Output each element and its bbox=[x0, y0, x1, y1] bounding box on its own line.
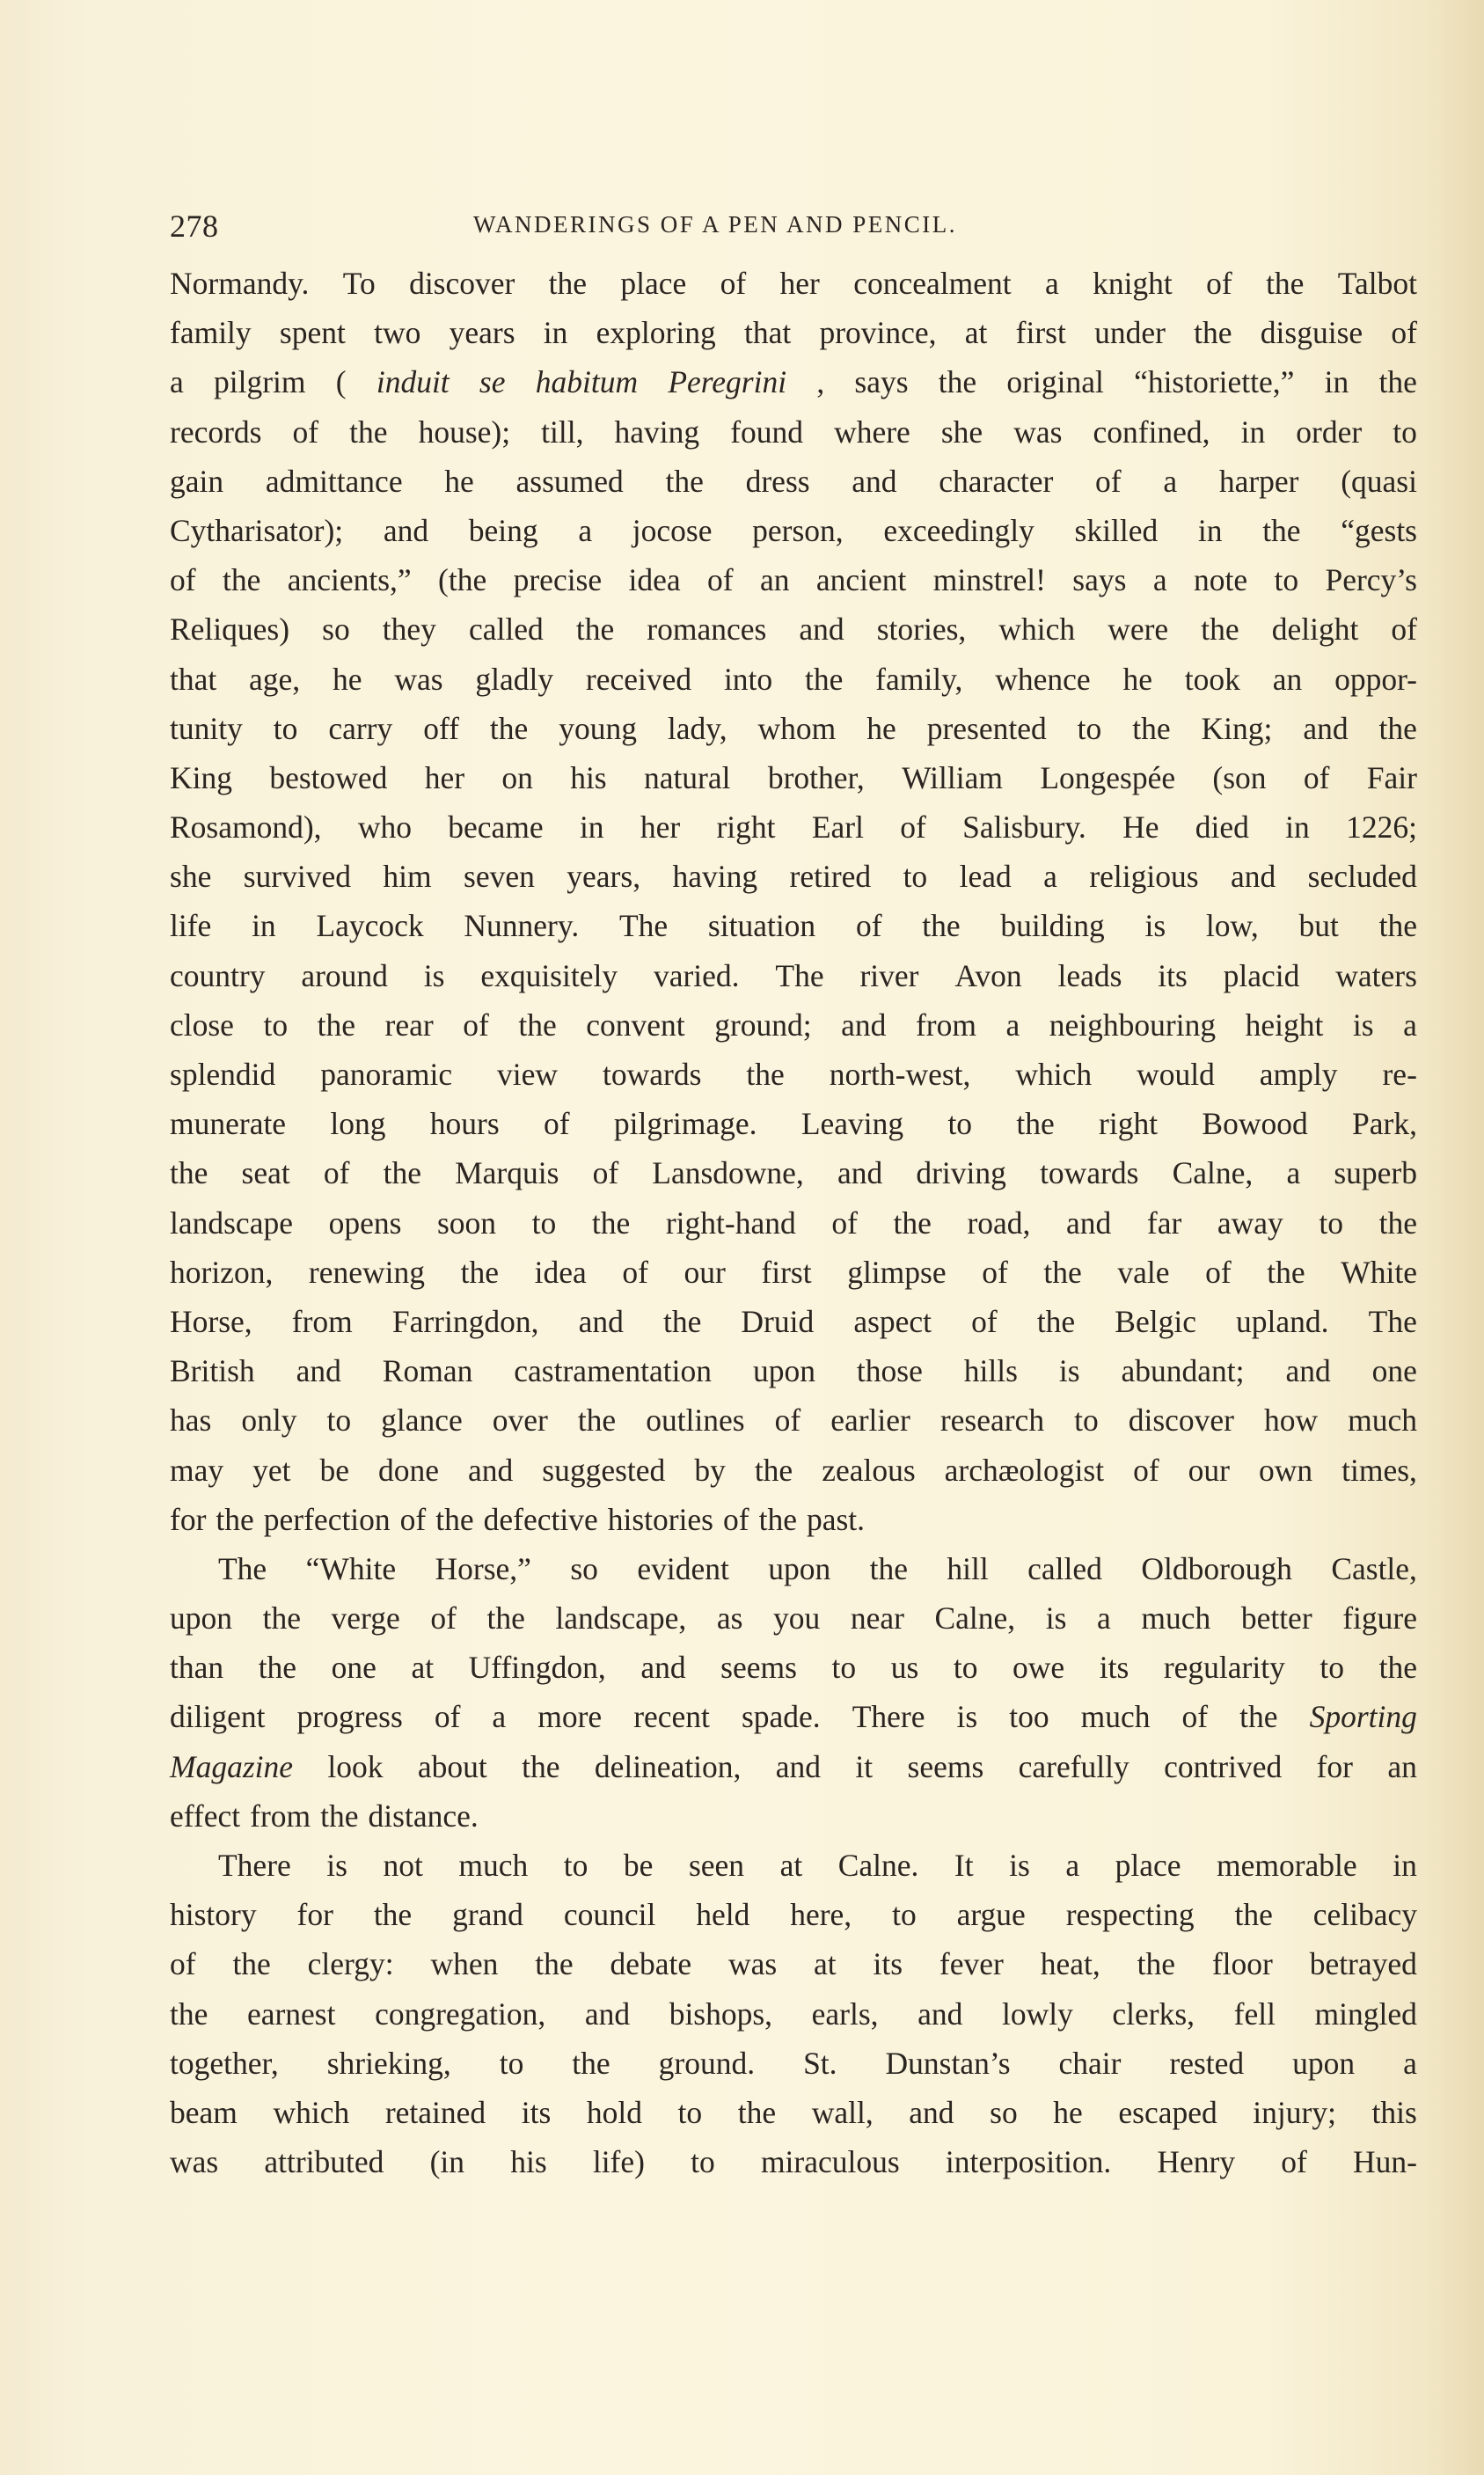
text-line: records of the house); till, having found where she was confined, in order to bbox=[170, 414, 1417, 450]
text-line: horizon, renewing the idea of our first glimpse of the vale of the White bbox=[170, 1254, 1417, 1290]
page-number: 278 bbox=[170, 209, 219, 244]
text-line: has only to glance over the outlines of earlier research to discover how much bbox=[170, 1402, 1417, 1439]
text-line: Magazine look about the delineation, and it seems carefully contrived for an bbox=[170, 1748, 1417, 1784]
paragraph bbox=[170, 1544, 1417, 1841]
text-line: for the perfection of the defective histories of the past. bbox=[170, 1501, 866, 1537]
text-line: upon the verge of the landscape, as you near Calne, is a much better figure bbox=[170, 1600, 1417, 1637]
text-line: country around is exquisitely varied. The river Avon leads its placid waters bbox=[170, 957, 1417, 993]
running-title: WANDERINGS OF A PEN AND PENCIL. bbox=[473, 211, 958, 238]
text-line: family spent two years in exploring that province, at first under the disguise of bbox=[170, 315, 1417, 351]
text-line: Reliques) so they called the romances and stories, which were the delight of bbox=[170, 611, 1417, 648]
text-line: Rosamond), who became in her right Earl of Salisbury. He died in 1226; bbox=[170, 809, 1417, 846]
text-line: Normandy. To discover the place of her concealment a knight of the Talbot bbox=[170, 266, 1417, 301]
text-line: British and Roman castramentation upon those hills is abundant; and one bbox=[170, 1353, 1417, 1389]
text-line: effect from the distance. bbox=[170, 1798, 479, 1834]
text-line: she survived him seven years, having retired to lead a religious and secluded bbox=[170, 859, 1417, 895]
text-line: King bestowed her on his natural brother, William Longespée (son of Fair bbox=[170, 759, 1417, 795]
text-line: of the ancients,” (the precise idea of an ancient minstrel! says a note to Percy’s bbox=[170, 562, 1417, 598]
paragraph bbox=[170, 259, 1417, 1544]
body-text bbox=[170, 259, 1417, 2186]
text-line: The “White Horse,” so evident upon the hill called Oldborough Castle, bbox=[218, 1550, 1417, 1586]
text-line: was attributed (in his life) to miraculous interposition. Henry of Hun- bbox=[170, 2144, 1417, 2180]
text-line: of the clergy: when the debate was at its fever heat, the floor betrayed bbox=[170, 1946, 1417, 1982]
text-line: Horse, from Farringdon, and the Druid aspect of the Belgic upland. The bbox=[170, 1303, 1417, 1339]
paragraph bbox=[170, 1841, 1417, 2186]
text-line: There is not much to be seen at Calne. It is a place memorable in bbox=[218, 1848, 1417, 1883]
text-line: Cytharisator); and being a jocose person, exceedingly skilled in the “gests bbox=[170, 512, 1417, 548]
text-line: that age, he was gladly received into the family, whence he took an oppor- bbox=[170, 661, 1417, 697]
text-line: the seat of the Marquis of Lansdowne, and driving towards Calne, a superb bbox=[170, 1155, 1417, 1191]
text-line: than the one at Uffingdon, and seems to us to owe its regularity to the bbox=[170, 1650, 1417, 1686]
text-line: munerate long hours of pilgrimage. Leaving to the right Bowood Park, bbox=[170, 1106, 1417, 1142]
text-line: landscape opens soon to the right-hand of the road, and far away to the bbox=[170, 1205, 1417, 1241]
text-line: tunity to carry off the young lady, whom he presented to the King; and the bbox=[170, 710, 1417, 746]
text-line: history for the grand council held here, to argue respecting the celibacy bbox=[170, 1897, 1417, 1933]
text-line: life in Laycock Nunnery. The situation of the building is low, but the bbox=[170, 908, 1417, 944]
running-head bbox=[170, 208, 1417, 243]
text-line: may yet be done and suggested by the zealous archæologist of our own times, bbox=[170, 1452, 1417, 1488]
text-line: beam which retained its hold to the wall, and so he escaped injury; this bbox=[170, 2094, 1417, 2130]
text-line: the earnest congregation, and bishops, earls, and lowly clerks, fell mingled bbox=[170, 1995, 1417, 2032]
text-line: together, shrieking, to the ground. St. Dunstan’s chair rested upon a bbox=[170, 2045, 1417, 2081]
text-line: a pilgrim ( induit se habitum Peregrini , says the original “historiette,” in the bbox=[170, 364, 1417, 400]
text-line: splendid panoramic view towards the north-west, which would amply re- bbox=[170, 1057, 1417, 1092]
text-line: gain admittance he assumed the dress and character of a harper (quasi bbox=[170, 463, 1417, 499]
text-line: diligent progress of a more recent spade. There is too much of the Sporting bbox=[170, 1699, 1417, 1735]
text-line: close to the rear of the convent ground; and from a neighbouring height is a bbox=[170, 1007, 1417, 1043]
